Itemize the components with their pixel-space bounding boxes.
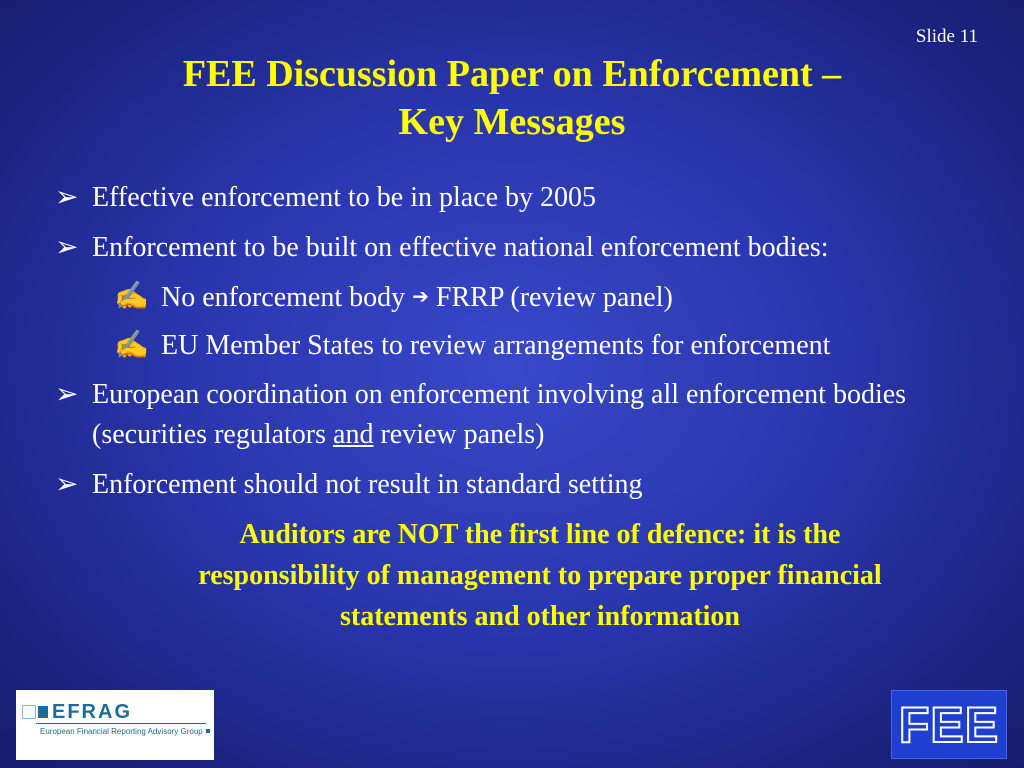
bullet-item [55, 178, 1005, 218]
key-emphasis-statement [100, 514, 980, 637]
slide-title-line-2: Key Messages [398, 101, 626, 143]
arrow-right-icon: ➔ [412, 286, 429, 308]
bullet-text-part-1: European coordination on enforcement involving all enforcement bodies (securities regulators [92, 379, 907, 450]
emphasis-line-3: statements and other information [339, 601, 740, 632]
bullet-text: Enforcement should not result in standard setting [92, 469, 643, 500]
sub-bullet-text: EU Member States to review arrangements for enforcement [161, 330, 831, 361]
bullet-text [92, 375, 1005, 455]
efrag-square-icon [22, 705, 36, 719]
fee-logo-name: FEE [898, 696, 1000, 753]
efrag-logo-subtitle-text: European Financial Reporting Advisory Group [40, 727, 203, 736]
sub-bullet-text-after-arrow: FRRP (review panel) [428, 282, 673, 313]
bullet-text-underlined: and [333, 419, 374, 450]
bullet-arrow-icon: ➢ [55, 379, 79, 410]
writing-hand-icon: ✍ [114, 330, 149, 361]
bullet-item [55, 228, 1005, 268]
bullet-arrow-icon: ➢ [55, 182, 79, 213]
sub-bullet-text-before-arrow: No enforcement body [161, 282, 413, 313]
bullet-item [55, 465, 1005, 505]
writing-hand-icon: ✍ [114, 281, 149, 312]
sub-bullet-text [161, 277, 994, 318]
efrag-logo-subtitle [40, 727, 210, 736]
fee-logo [891, 690, 1007, 759]
slide-title-line-1: FEE Discussion Paper on Enforcement – [182, 53, 842, 95]
efrag-logo-name: EFRAG [52, 701, 132, 723]
sub-bullet-item [114, 326, 994, 366]
efrag-logo-divider [36, 723, 206, 724]
emphasis-line-1: Auditors are NOT the first line of defence: it is the [239, 519, 841, 550]
bullet-text-part-2: review panels) [373, 419, 545, 450]
slide-title [0, 50, 1024, 146]
bullet-arrow-icon: ➢ [55, 232, 79, 263]
efrag-bar-icon [38, 706, 48, 718]
slide-number: Slide 11 [915, 26, 978, 47]
bullet-arrow-icon: ➢ [55, 469, 79, 500]
emphasis-line-2: responsibility of management to prepare proper financial [198, 560, 882, 591]
bullet-item [55, 375, 1005, 455]
bullet-text: Enforcement to be built on effective national enforcement bodies: [92, 232, 829, 263]
efrag-logo [16, 690, 214, 760]
efrag-dot-icon [206, 729, 210, 733]
bullet-text: Effective enforcement to be in place by 2005 [92, 182, 597, 213]
sub-bullet-item [114, 277, 994, 318]
